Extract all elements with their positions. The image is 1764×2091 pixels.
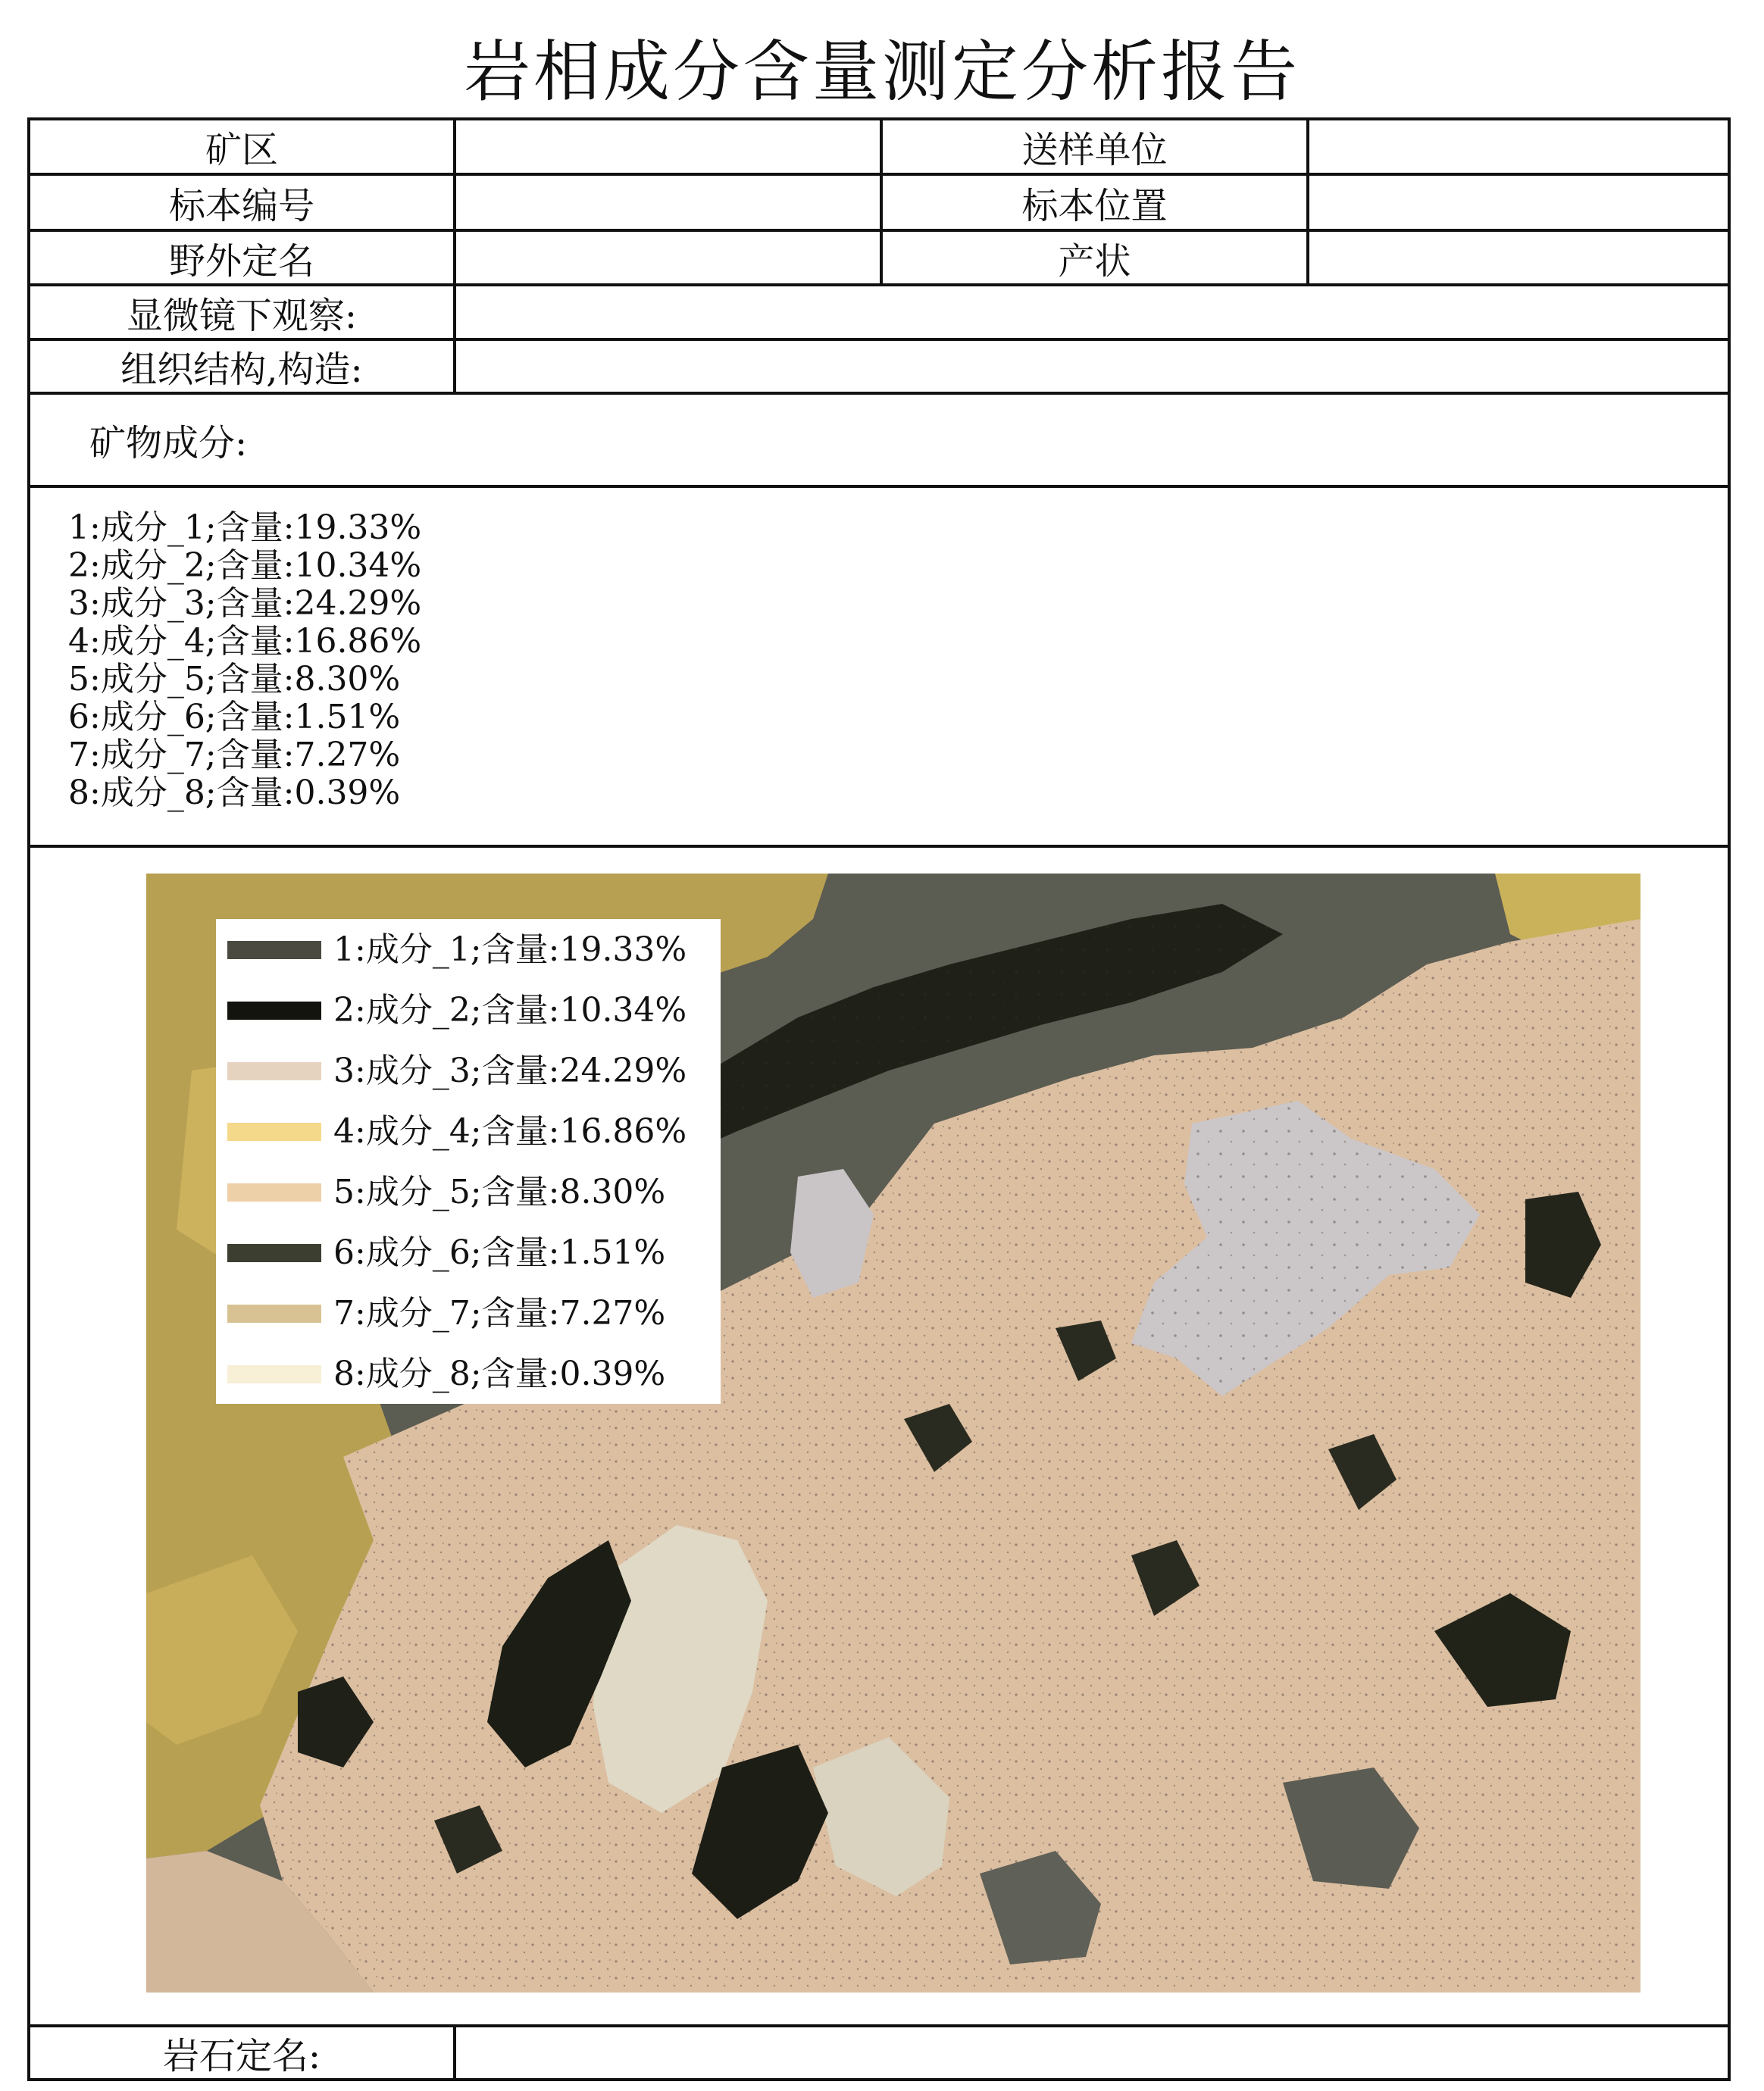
report-title: 岩相成分含量测定分析报告 <box>463 33 1300 111</box>
legend-swatch <box>227 941 321 959</box>
occurrence-field[interactable] <box>1309 232 1728 283</box>
mine-area-field[interactable] <box>456 120 880 173</box>
legend-item <box>216 1173 721 1233</box>
legend-label: 3:成分_3;含量:24.29% <box>333 1052 687 1090</box>
legend-item <box>216 1355 721 1415</box>
composition-item: 5:成分_5;含量:8.30% <box>68 660 401 699</box>
legend-swatch <box>227 1002 321 1020</box>
rock-name-field[interactable] <box>456 2027 1728 2078</box>
legend-swatch <box>227 1123 321 1141</box>
occurrence-label: 产状 <box>1058 239 1131 283</box>
field-name-label: 野外定名 <box>168 239 314 283</box>
legend-label: 4:成分_4;含量:16.86% <box>333 1112 687 1151</box>
specimen-location-field[interactable] <box>1309 176 1728 229</box>
legend-label: 2:成分_2;含量:10.34% <box>333 991 687 1030</box>
legend-swatch <box>227 1062 321 1080</box>
composition-item: 1:成分_1;含量:19.33% <box>68 508 422 547</box>
legend-swatch <box>227 1183 321 1202</box>
specimen-number-label: 标本编号 <box>168 184 314 227</box>
legend-swatch <box>227 1305 321 1323</box>
texture-structure-field[interactable] <box>456 341 1728 392</box>
composition-item: 4:成分_4;含量:16.86% <box>68 622 422 661</box>
legend-label: 6:成分_6;含量:1.51% <box>333 1233 666 1272</box>
rock-name-label: 岩石定名: <box>162 2035 321 2077</box>
legend-swatch <box>227 1244 321 1262</box>
legend-item <box>216 1294 721 1355</box>
composition-item: 6:成分_6;含量:1.51% <box>68 698 401 736</box>
legend-item <box>216 991 721 1052</box>
legend-swatch <box>227 1365 321 1383</box>
micrograph-legend <box>216 919 721 1404</box>
legend-item <box>216 930 721 991</box>
legend-label: 1:成分_1;含量:19.33% <box>333 930 687 969</box>
sender-unit-field[interactable] <box>1309 120 1728 173</box>
specimen-location-label: 标本位置 <box>1021 184 1168 227</box>
mine-area-label: 矿区 <box>205 129 278 171</box>
composition-item: 2:成分_2;含量:10.34% <box>68 546 422 585</box>
legend-label: 8:成分_8;含量:0.39% <box>333 1355 666 1393</box>
composition-item: 7:成分_7;含量:7.27% <box>68 736 401 774</box>
legend-item <box>216 1233 721 1294</box>
composition-item: 3:成分_3;含量:24.29% <box>68 584 422 623</box>
legend-item <box>216 1112 721 1173</box>
composition-item: 8:成分_8;含量:0.39% <box>68 774 401 812</box>
specimen-number-field[interactable] <box>456 176 880 229</box>
field-name-field[interactable] <box>456 232 880 283</box>
composition-list <box>68 509 421 812</box>
legend-label: 7:成分_7;含量:7.27% <box>333 1294 666 1333</box>
mineral-composition-label: 矿物成分: <box>89 422 248 464</box>
legend-label: 5:成分_5;含量:8.30% <box>333 1173 666 1211</box>
legend-item <box>216 1052 721 1112</box>
sender-unit-label: 送样单位 <box>1021 129 1168 171</box>
microscope-observation-field[interactable] <box>456 286 1728 338</box>
microscope-observation-label: 显微镜下观察: <box>126 294 358 337</box>
texture-structure-label: 组织结构,构造: <box>120 348 363 391</box>
